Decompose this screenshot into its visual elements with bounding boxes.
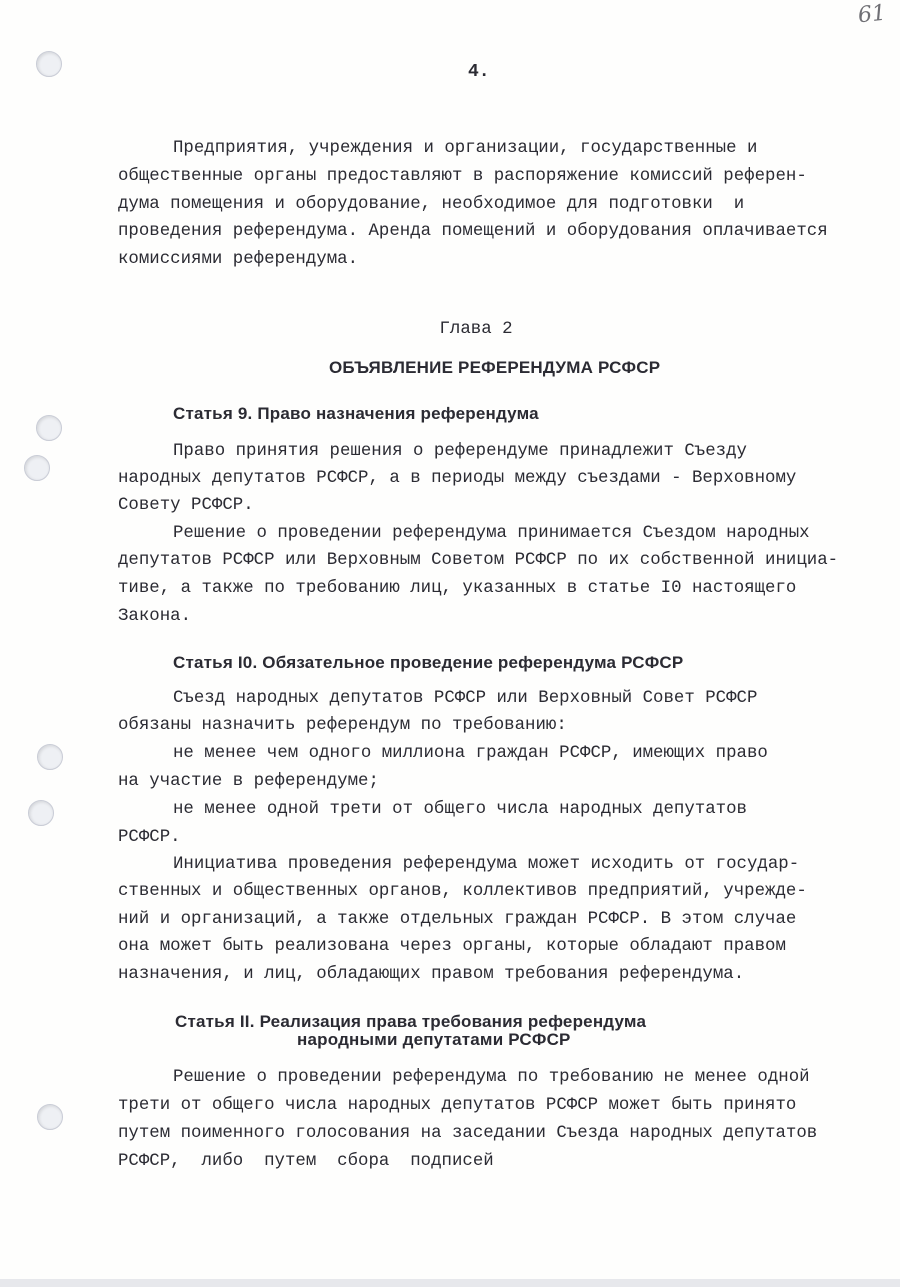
text-line: обязаны назначить референдум по требованию: bbox=[118, 716, 567, 735]
punch-hole bbox=[36, 415, 62, 441]
article-9-heading: Статья 9. Право назначения референдума bbox=[173, 404, 539, 423]
text-line: РСФСР, либо путем сбора подписей bbox=[118, 1152, 494, 1171]
punch-hole bbox=[37, 1104, 63, 1130]
punch-hole bbox=[37, 744, 63, 770]
text-line: народных депутатов РСФСР, а в периоды между съездами - Верховному bbox=[118, 469, 797, 488]
text-line: Совету РСФСР. bbox=[118, 496, 254, 515]
text-line: Закона. bbox=[118, 607, 192, 626]
text-line: проведения референдума. Аренда помещений и оборудования оплачивается bbox=[118, 222, 828, 241]
text-line: не менее чем одного миллиона граждан РСФСР, имеющих право bbox=[173, 744, 768, 763]
article-11-heading-continued: народными депутатами РСФСР bbox=[297, 1030, 571, 1049]
text-line: ний и организаций, а также отдельных граждан РСФСР. В этом случае bbox=[118, 910, 797, 929]
punch-hole bbox=[36, 51, 62, 77]
text-line: общественные органы предоставляют в распоряжение комиссий референ- bbox=[118, 167, 807, 186]
archive-sheet-number: 61 bbox=[856, 0, 888, 29]
text-line: Решение о проведении референдума принимается Съездом народных bbox=[173, 524, 810, 543]
text-line: РСФСР. bbox=[118, 828, 181, 847]
article-10-heading: Статья I0. Обязательное проведение референдума РСФСР bbox=[173, 653, 684, 672]
text-line: трети от общего числа народных депутатов РСФСР может быть принято bbox=[118, 1096, 797, 1115]
text-line: ственных и общественных органов, коллективов предприятий, учрежде- bbox=[118, 882, 807, 901]
text-line: Съезд народных депутатов РСФСР или Верховный Совет РСФСР bbox=[173, 689, 758, 708]
text-line: Предприятия, учреждения и организации, государственные и bbox=[173, 139, 758, 158]
article-11-heading: Статья II. Реализация права требования референдума bbox=[175, 1012, 647, 1031]
text-line: дума помещения и оборудование, необходимое для подготовки и bbox=[118, 195, 745, 214]
punch-hole bbox=[28, 800, 54, 826]
text-line: тиве, а также по требованию лиц, указанных в статье I0 настоящего bbox=[118, 579, 797, 598]
scan-edge bbox=[0, 1279, 900, 1287]
text-line: Право принятия решения о референдуме принадлежит Съезду bbox=[173, 442, 747, 461]
punch-hole bbox=[24, 455, 50, 481]
text-line: комиссиями референдума. bbox=[118, 250, 359, 269]
text-line: она может быть реализована через органы, которые обладают правом bbox=[118, 937, 786, 956]
page-number: 4. bbox=[468, 62, 490, 82]
chapter-label: Глава 2 bbox=[439, 320, 513, 339]
text-line: на участие в референдуме; bbox=[118, 772, 379, 791]
text-line: путем поименного голосования на заседании Съезда народных депутатов bbox=[118, 1124, 818, 1143]
text-line: назначения, и лиц, обладающих правом требования референдума. bbox=[118, 965, 745, 984]
text-line: депутатов РСФСР или Верховным Советом РСФСР по их собственной инициа- bbox=[118, 551, 839, 570]
chapter-title: ОБЪЯВЛЕНИЕ РЕФЕРЕНДУМА РСФСР bbox=[329, 358, 661, 377]
text-line: Решение о проведении референдума по требованию не менее одной bbox=[173, 1068, 810, 1087]
text-line: не менее одной трети от общего числа народных депутатов bbox=[173, 800, 747, 819]
text-line: Инициатива проведения референдума может исходить от государ- bbox=[173, 855, 800, 874]
